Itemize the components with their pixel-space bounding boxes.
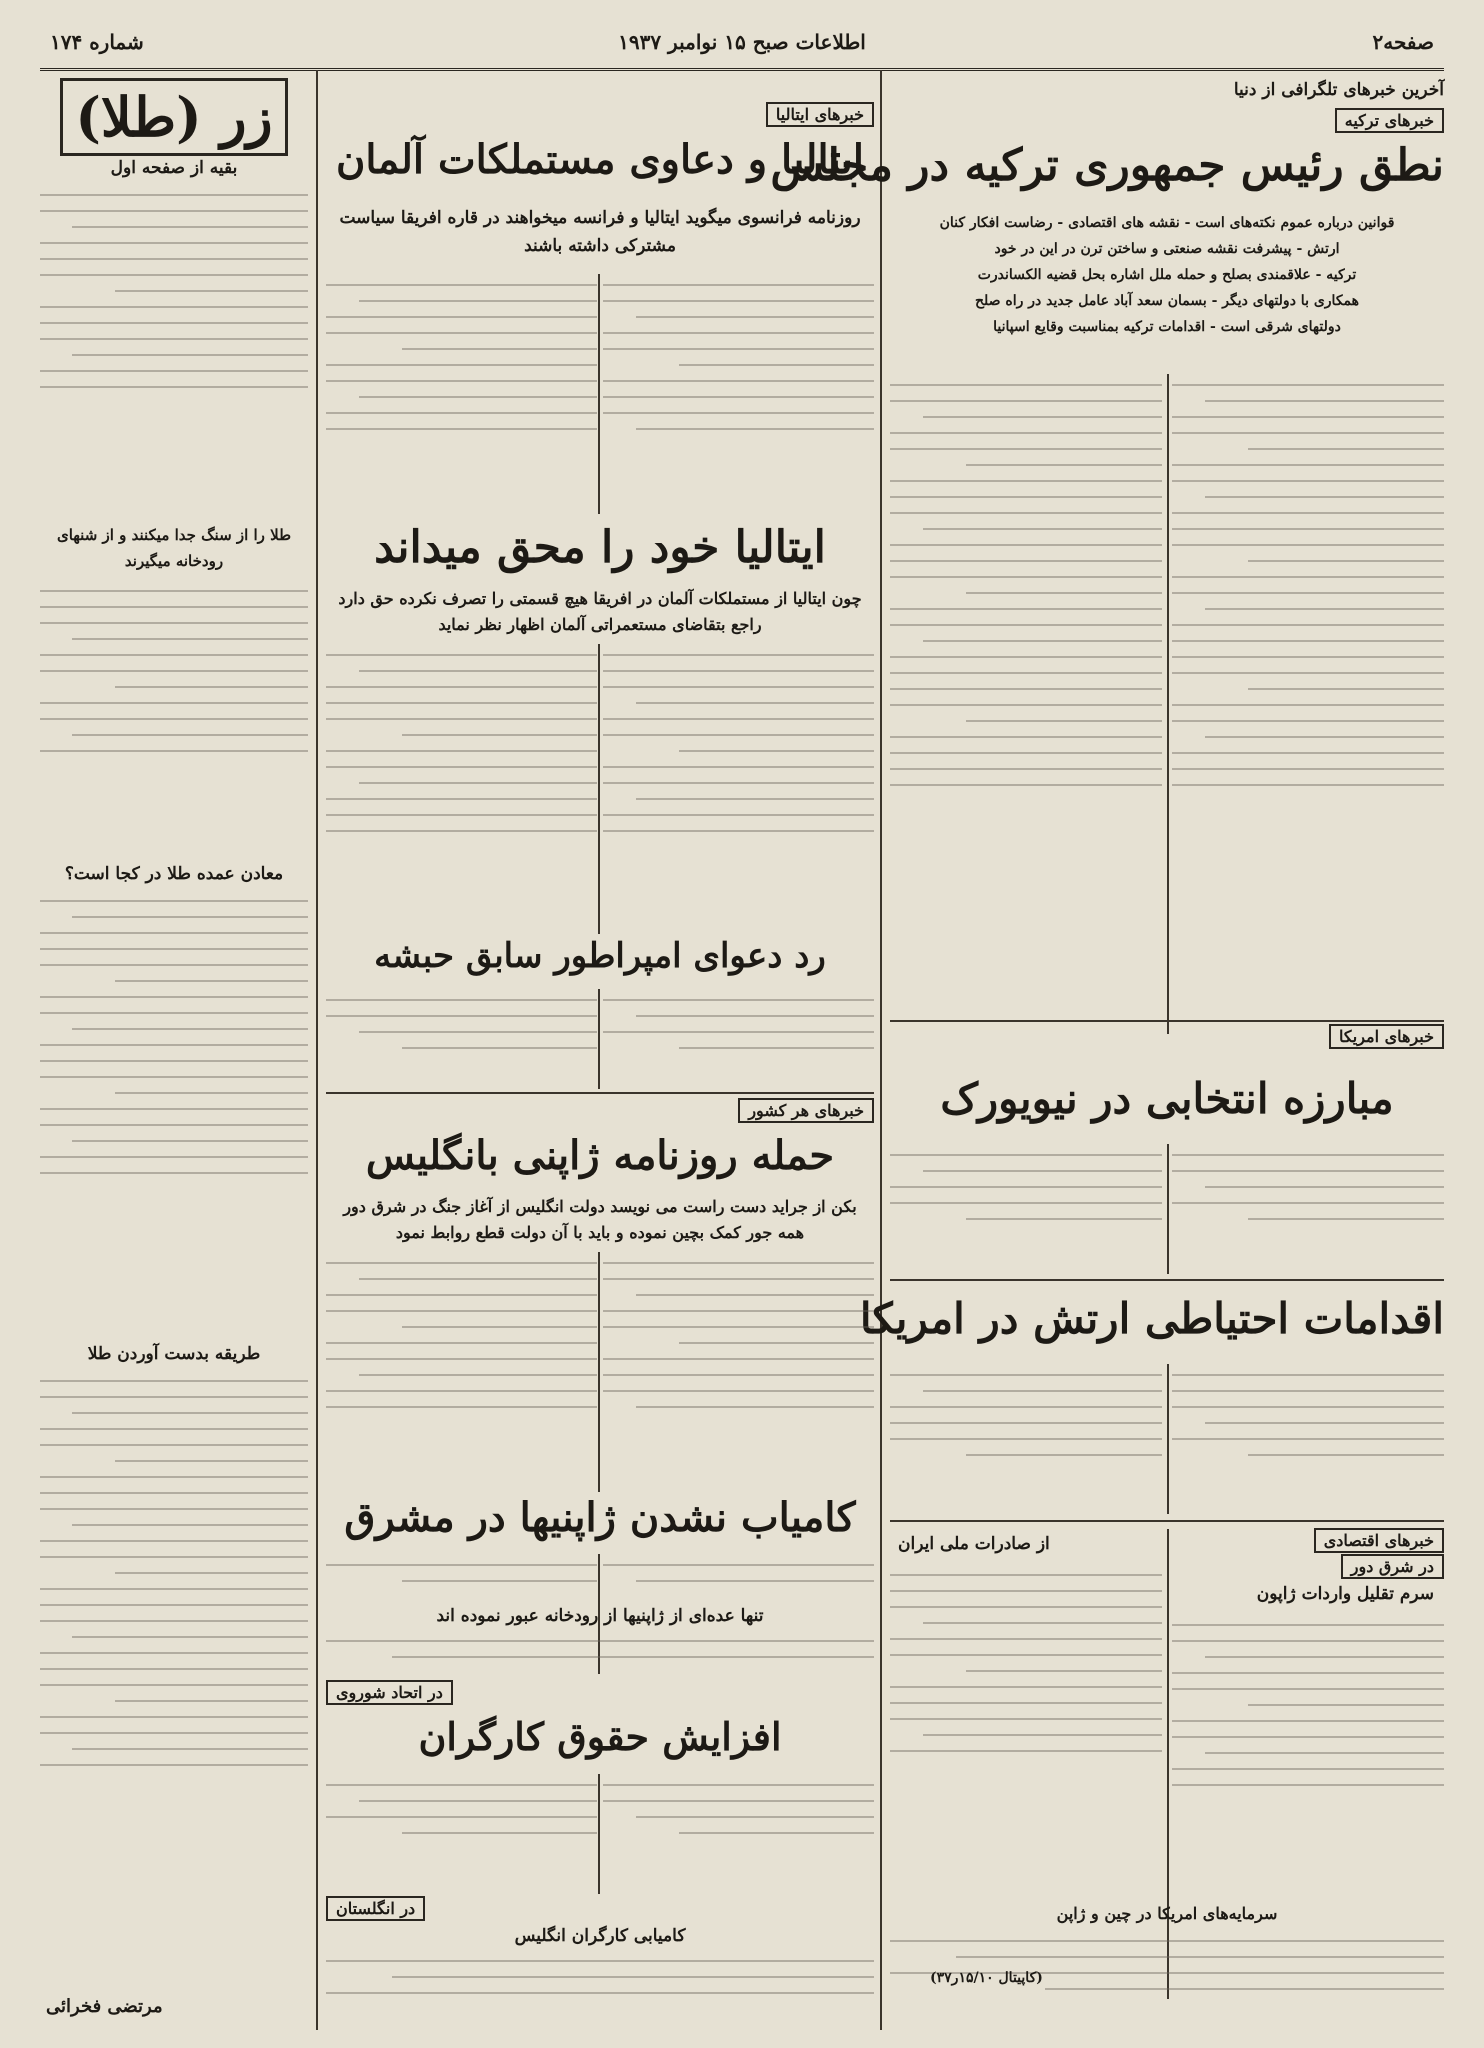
issue-number: شماره ۱۷۴ — [50, 30, 144, 54]
japan-attack-body-2 — [326, 1252, 597, 1492]
column-rule — [1167, 1529, 1169, 1999]
japan-imports: سرم تقلیل واردات ژاپون — [1256, 1584, 1434, 1604]
workers-body — [326, 1950, 874, 2040]
ethiopia-article-body — [603, 989, 874, 1089]
author-signature: مرتضی فخرائی — [46, 1996, 163, 2017]
column-rule — [598, 644, 600, 934]
subhead: همکاری با دولتهای دیگر - بسمان سعد آباد عامل جدید در راه صلح — [974, 293, 1360, 309]
subhead: دولتهای شرقی است - اقدامات ترکیه بمناسبت وقایع اسپانیا — [993, 319, 1341, 335]
column-rule — [598, 274, 600, 514]
gold-subhead-1: طلا را از سنگ جدا میکنند و از شنهای رودخانه میگیرند — [56, 526, 292, 570]
italy2-headline: ایتالیا خود را محق میداند — [374, 522, 826, 573]
wages-headline: افزایش حقوق کارگران — [418, 1714, 782, 1759]
column-rule — [1167, 374, 1169, 1034]
turkey-headline: نطق رئیس جمهوری ترکیه در مجلس — [770, 140, 1444, 191]
turkey-article-body — [1172, 374, 1444, 1034]
italy-article-body-2 — [326, 274, 597, 514]
ny-article-body — [1172, 1144, 1444, 1274]
america-label: خبرهای امریکا — [1329, 1024, 1444, 1049]
continued-label: بقیه از صفحه اول — [110, 158, 238, 178]
workers-subhead: کامیابی کارگران انگلیس — [514, 1926, 686, 1946]
gold-subhead-3: طریقه بدست آوردن طلا — [87, 1344, 261, 1364]
reserve-headline: اقدامات احتیاطی ارتش در امریکا — [859, 1294, 1444, 1343]
japan-attack-subhead: بکن از جراید دست راست می نویسد دولت انگلیس از آغاز جنگ در شرق دور همه جور کمک بچین نموده و باید با آن دولت قطع روابط نمود — [343, 1197, 857, 1242]
section-rule — [326, 1092, 874, 1094]
italy-article-body — [603, 274, 874, 514]
section-rule — [890, 1020, 1444, 1022]
dateline: اطلاعات صبح ۱۵ نوامبر ۱۹۳۷ — [618, 30, 866, 54]
page-header — [40, 22, 1444, 71]
reserve-article-body-2 — [890, 1364, 1162, 1514]
misc-label: خبرهای هر کشور — [738, 1098, 874, 1123]
column-rule — [1167, 1144, 1169, 1274]
ethiopia-article-body-2 — [326, 989, 597, 1089]
reserve-article-body — [1172, 1364, 1444, 1514]
price-reference: (کاپیتال ۱۵/۱۰ر۳۷) — [930, 1970, 1043, 1986]
left-column — [40, 74, 308, 2034]
subhead: ارتش - پیشرفت نقشه صنعتی و ساختن ترن در این در خود — [994, 241, 1340, 257]
gold-article-body-4 — [40, 1370, 308, 1990]
england-label: در انگلستان — [326, 1896, 425, 1921]
ny-headline: مبارزه انتخابی در نیویورک — [940, 1074, 1394, 1123]
section-rule — [890, 1279, 1444, 1281]
far-east-label: در شرق دور — [1341, 1554, 1444, 1579]
italy2-article-body — [603, 644, 874, 934]
japan-success-body — [603, 1554, 874, 1604]
italy-label: خبرهای ایتالیا — [766, 102, 874, 127]
gold-subhead-2: معادن عمده طلا در کجا است؟ — [64, 864, 284, 884]
gold-article-body-3 — [40, 890, 308, 1340]
middle-column — [326, 74, 874, 2034]
ethiopia-headline: رد دعوای امپراطور سابق حبشه — [374, 936, 826, 976]
soviet-label: در اتحاد شوروی — [326, 1680, 453, 1705]
italy-headline: ایتالیا و دعاوی مستملکات آلمان — [336, 136, 864, 183]
economy-label: خبرهای اقتصادی — [1314, 1528, 1444, 1553]
japan-attack-headline: حمله روزنامه ژاپنی بانگلیس — [365, 1132, 835, 1179]
section-rule — [890, 1520, 1444, 1522]
gold-article-body-2 — [40, 580, 308, 850]
subhead: قوانین درباره عموم نکته‌های است - نقشه های اقتصادی - رضاست افکار کنان — [939, 215, 1395, 231]
wages-body — [603, 1774, 874, 1894]
column-rule — [598, 1252, 600, 1492]
turkey-label: خبرهای ترکیه — [1335, 108, 1444, 133]
column-rule — [598, 1774, 600, 1894]
japan-attack-body — [603, 1252, 874, 1492]
page-number: صفحه۲ — [1372, 30, 1434, 54]
japan-success-body-2 — [326, 1554, 597, 1604]
subhead: ترکیه - علاقمندی بصلح و حمله ملل اشاره بحل قضیه الکساندرت — [977, 267, 1357, 283]
column-rule — [880, 70, 882, 2030]
iran-exports: از صادرات ملی ایران — [898, 1534, 1050, 1554]
italy-subhead: روزنامه فرانسوی میگوید ایتالیا و فرانسه میخواهند در قاره افریقا سیاست مشترکی داشته باشند — [339, 208, 861, 256]
gold-masthead: زر (طلا) — [60, 78, 288, 156]
italy2-subhead: چون ایتالیا از مستملکات آلمان در افریقا هیچ قسمتی را تصرف نکرده حق دارد راجع بتقاضای مستعمراتی آلمان اظهار نظر نماید — [338, 589, 862, 634]
china-subhead: تنها عده‌ای از ژاپنیها از رودخانه عبور نموده اند — [436, 1606, 764, 1626]
column-rule — [598, 989, 600, 1089]
japan-success-headline: کامیاب نشدن ژاپنیها در مشرق — [344, 1494, 856, 1541]
japan-article-body — [1172, 1614, 1444, 1894]
turkey-article-body-2 — [890, 374, 1162, 1034]
iran-article-body — [890, 1564, 1162, 1864]
investment-title: سرمایه‌های امریکا در چین و ژاپن — [1056, 1904, 1278, 1923]
gold-article-body — [40, 184, 308, 514]
column-rule — [1167, 1364, 1169, 1514]
ny-article-body-2 — [890, 1144, 1162, 1274]
section-label: آخرین خبرهای تلگرافی از دنیا — [1233, 80, 1444, 100]
china-body — [326, 1630, 874, 1680]
column-rule — [316, 70, 318, 2030]
italy2-article-body-2 — [326, 644, 597, 934]
wages-body-2 — [326, 1774, 597, 1894]
